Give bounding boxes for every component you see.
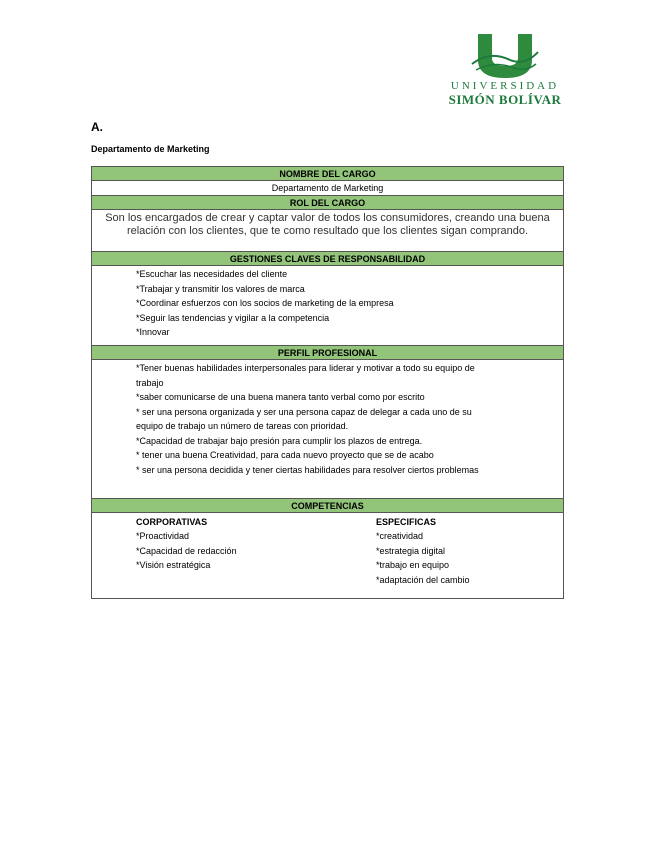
section-letter: A. bbox=[91, 120, 103, 134]
logo-name-text: SIMÓN BOLÍVAR bbox=[448, 92, 562, 107]
list-item: *Visión estratégica bbox=[136, 560, 211, 570]
gestiones-header: GESTIONES CLAVES DE RESPONSABILIDAD bbox=[92, 252, 563, 266]
list-item: *estrategia digital bbox=[375, 545, 446, 556]
list-item: *Innovar bbox=[136, 327, 170, 337]
corporativas-column bbox=[92, 515, 332, 598]
job-profile-table bbox=[91, 166, 564, 599]
list-item: *Proactividad bbox=[136, 531, 190, 541]
list-item: *Tener buenas habilidades interpersonales para liderar y motivar a todo su equipo de bbox=[136, 363, 475, 373]
nombre-value: Departamento de Marketing bbox=[92, 181, 563, 196]
competencias-header: COMPETENCIAS bbox=[92, 499, 563, 513]
gestiones-list bbox=[92, 266, 563, 346]
nombre-header: NOMBRE DEL CARGO bbox=[92, 167, 563, 181]
corporativas-header: CORPORATIVAS bbox=[136, 517, 208, 527]
list-item: * ser una persona organizada y ser una persona capaz de delegar a cada uno de su bbox=[136, 406, 472, 417]
list-item: *Escuchar las necesidades del cliente bbox=[136, 269, 288, 279]
list-item: *trabajo en equipo bbox=[375, 560, 450, 570]
list-item: *Coordinar esfuerzos con los socios de marketing de la empresa bbox=[136, 298, 394, 308]
rol-header: ROL DEL CARGO bbox=[92, 196, 563, 210]
perfil-header: PERFIL PROFESIONAL bbox=[92, 346, 563, 360]
department-heading: Departamento de Marketing bbox=[91, 144, 210, 154]
list-item: *creatividad bbox=[375, 531, 424, 541]
list-item: * tener una buena Creatividad, para cada nuevo proyecto que se de acabo bbox=[136, 450, 434, 460]
university-logo bbox=[440, 30, 570, 108]
list-item: * ser una persona decidida y tener ciertas habilidades para resolver ciertos problemas bbox=[136, 464, 479, 475]
perfil-list bbox=[92, 360, 563, 499]
especificas-column bbox=[332, 515, 563, 598]
list-item: *adaptación del cambio bbox=[375, 574, 470, 585]
list-item: *Capacidad de trabajar bajo presión para cumplir los plazos de entrega. bbox=[136, 435, 423, 446]
competencias-section bbox=[92, 513, 563, 598]
list-item: *saber comunicarse de una buena manera tanto verbal como por escrito bbox=[136, 392, 425, 402]
list-item: *Trabajar y transmitir los valores de marca bbox=[136, 283, 305, 294]
especificas-header: ESPECIFICAS bbox=[375, 517, 436, 527]
list-item: *Seguir las tendencias y vigilar a la competencia bbox=[136, 312, 330, 323]
university-emblem-icon bbox=[470, 30, 540, 82]
logo-university-text: UNIVERSIDAD bbox=[450, 80, 560, 92]
rol-value: Son los encargados de crear y captar valor de todos los consumidores, creando una buena relación con los clientes, que te como resultado que los clientes sigan comprando. bbox=[92, 210, 563, 252]
list-item: equipo de trabajo un número de tareas con prioridad. bbox=[136, 421, 349, 431]
list-item: *Capacidad de redacción bbox=[136, 545, 237, 556]
list-item: trabajo bbox=[136, 377, 164, 388]
